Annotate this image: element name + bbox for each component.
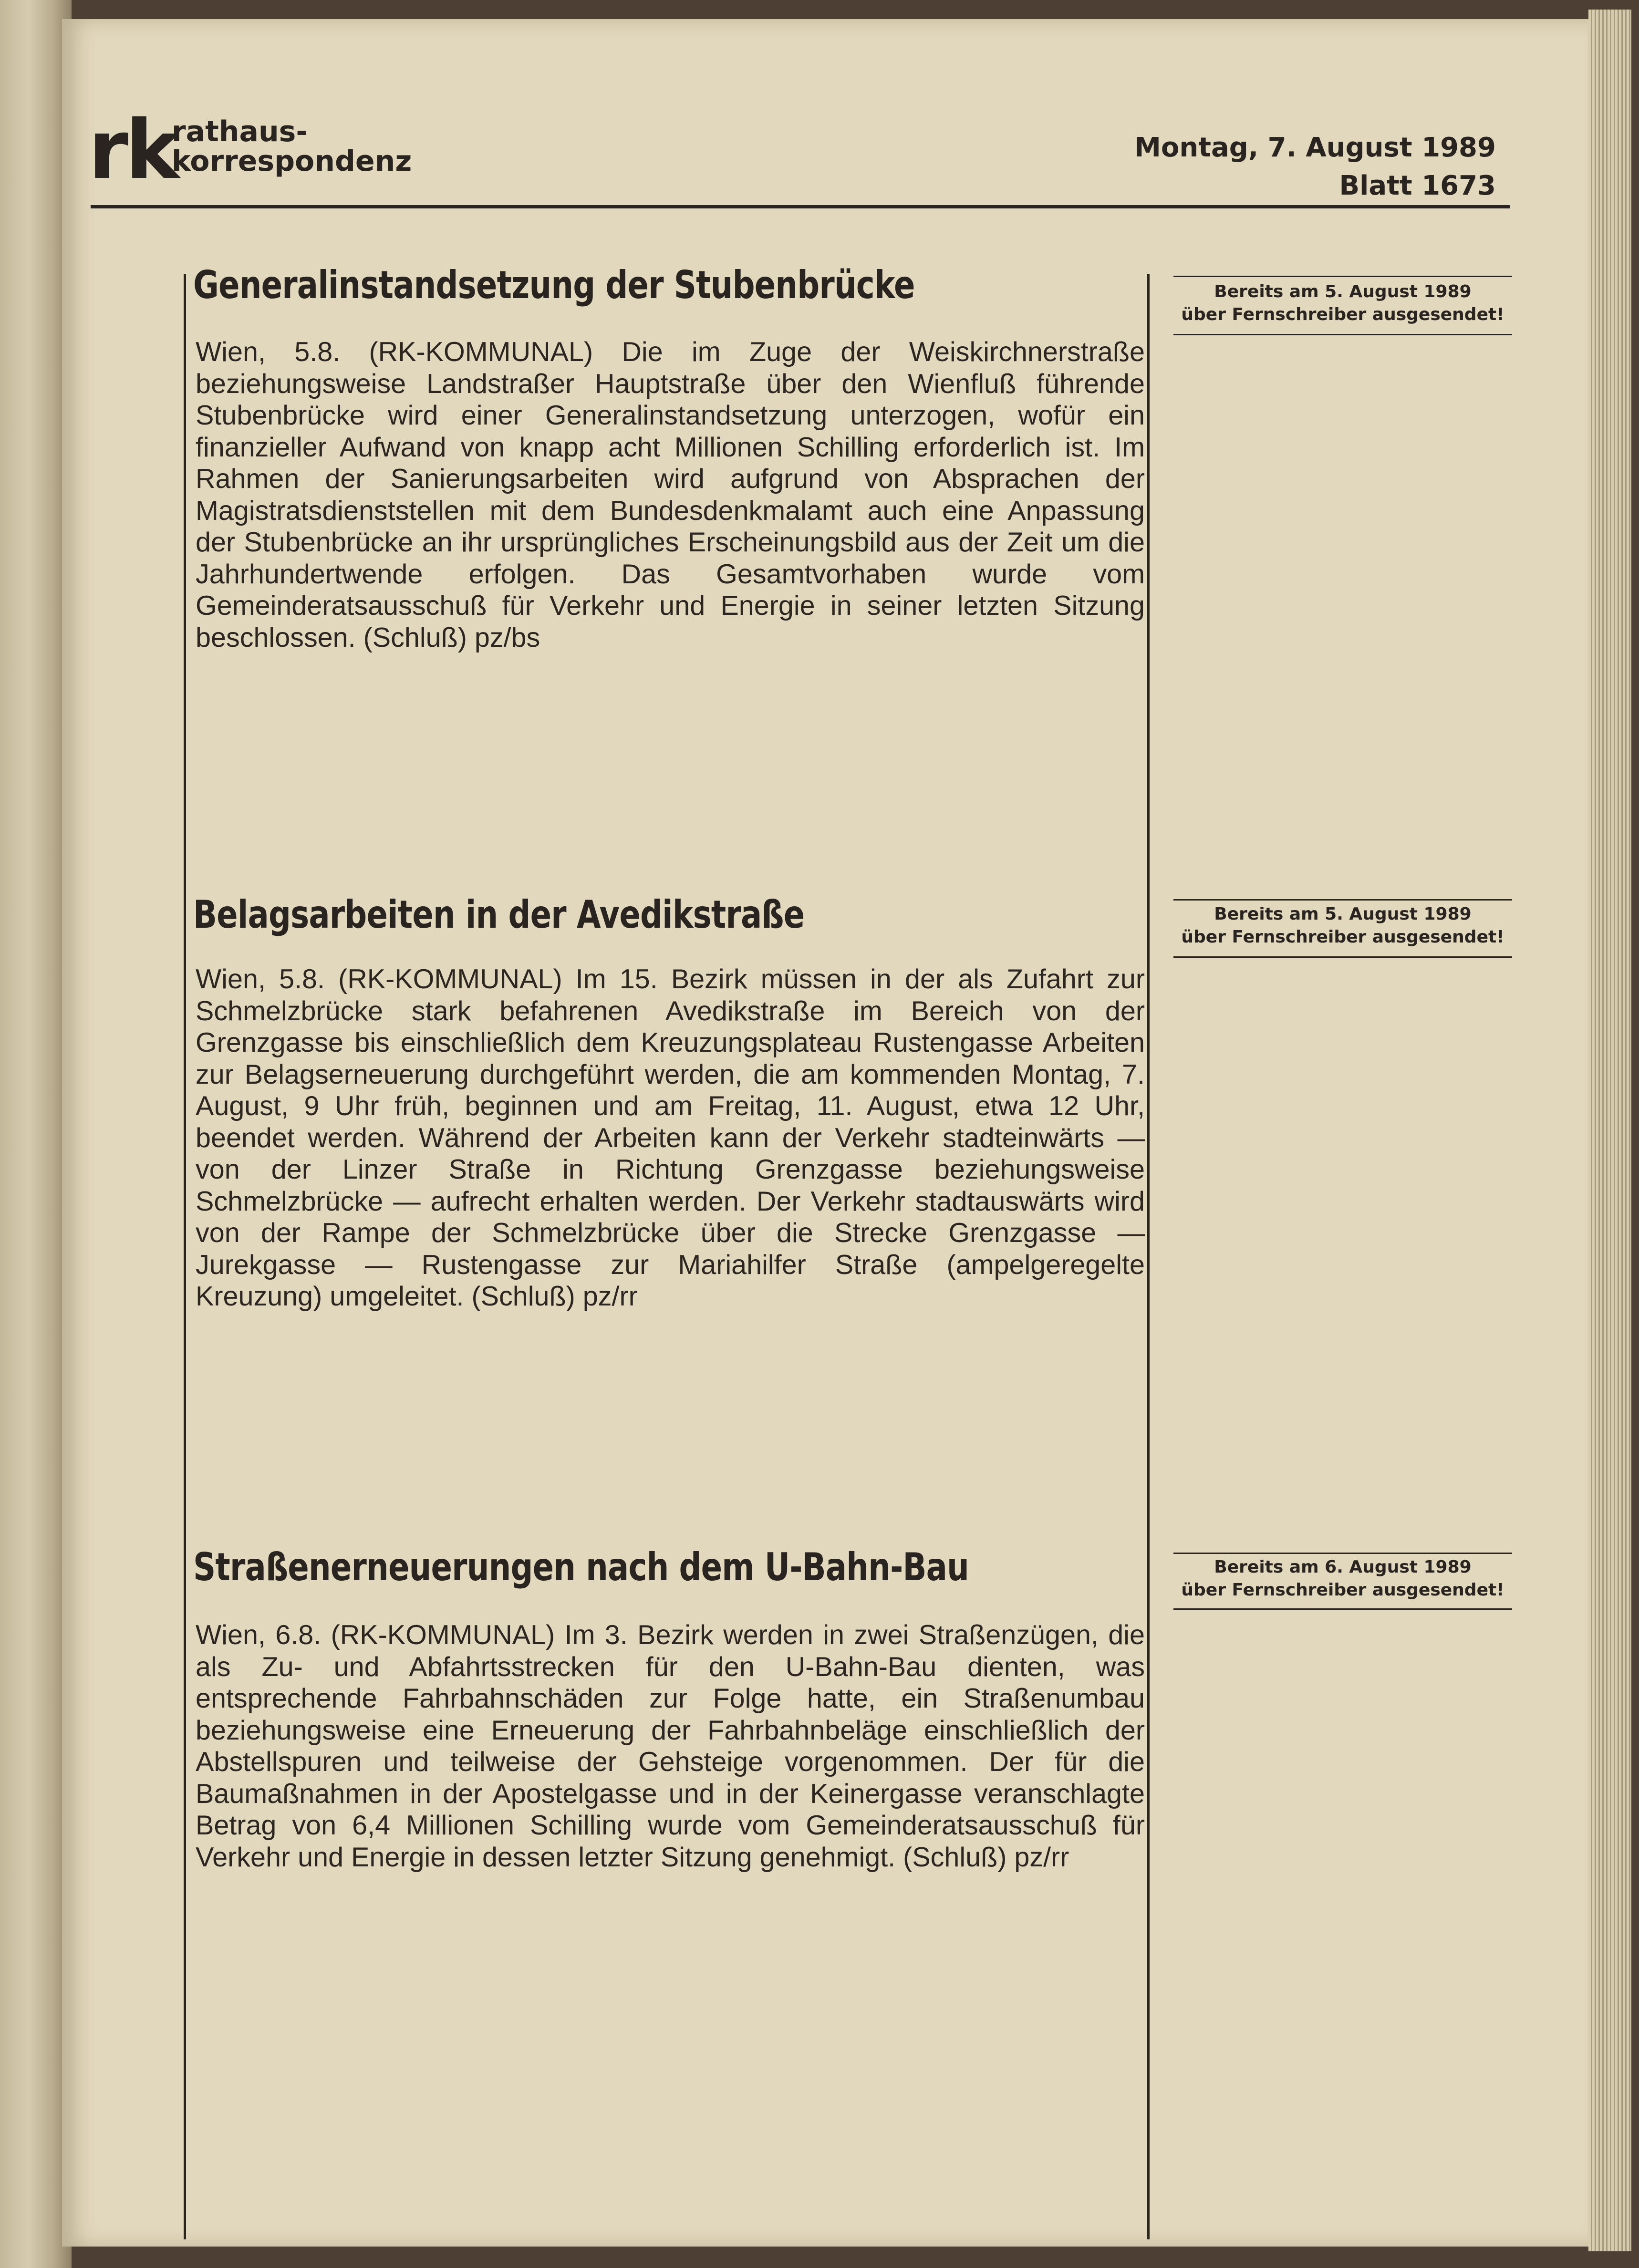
note-1-bottom-rule — [1173, 334, 1512, 335]
article-3-text: Wien, 6.8. (RK-KOMMUNAL) Im 3. Bezirk werden in zwei Straßenzügen, die als Zu- und Abfahrtsstrecken für den U-Bahn-Bau dienten, was entsprechende Fahrbahnschäden zur Folge hatte, ein Straßenumbau beziehungsweise eine Erneuerung der Fahrbahnbeläge einschließlich der Abstellspuren und teilweise der Gehsteige vorgenommen. Der für die Baumaßnahmen in der Apostelgasse und in der Keinergasse veranschlagte Betrag von 6,4 Millionen Schilling wurde vom Gemeinderatsausschuß für Verkehr und Energie in dessen letzter Sitzung genehmigt. (Schluß) pz/rr — [196, 1620, 1145, 1873]
note-3-bottom-rule — [1173, 1608, 1512, 1610]
sheet-number: Blatt 1673 — [1339, 170, 1496, 201]
note-3-line-2: über Fernschreiber ausgesendet! — [1181, 1580, 1504, 1600]
note-2-top-rule — [1173, 899, 1512, 901]
note-3-line-1: Bereits am 6. August 1989 — [1214, 1557, 1472, 1577]
logo-wordmark — [172, 117, 412, 176]
logo-line-1: rathaus- — [172, 115, 308, 148]
stacked-page-edges — [1588, 10, 1631, 2251]
article-3-headline: Straßenerneuerungen nach dem U-Bahn-Bau — [193, 1545, 969, 1589]
note-2-bottom-rule — [1173, 956, 1512, 958]
note-2-line-2: über Fernschreiber ausgesendet! — [1181, 927, 1504, 947]
note-2 — [1173, 903, 1512, 949]
left-column-rule — [184, 274, 186, 2239]
logo-mark: rk — [88, 103, 176, 197]
note-1-line-2: über Fernschreiber ausgesendet! — [1181, 305, 1504, 324]
right-column-rule — [1147, 274, 1150, 2239]
note-1-top-rule — [1173, 276, 1512, 277]
header-divider — [91, 205, 1510, 208]
logo-line-2: korrespondenz — [172, 145, 412, 178]
note-1 — [1173, 280, 1512, 326]
note-3 — [1173, 1556, 1512, 1602]
binding-gutter — [0, 0, 72, 2268]
article-1-headline: Generalinstandsetzung der Stubenbrücke — [193, 263, 915, 307]
article-2-body — [196, 963, 1145, 1313]
article-3-body — [196, 1619, 1145, 1873]
note-2-line-1: Bereits am 5. August 1989 — [1214, 904, 1472, 924]
article-2-headline: Belagsarbeiten in der Avedikstraße — [193, 892, 805, 937]
issue-date: Montag, 7. August 1989 — [1134, 132, 1496, 163]
note-1-line-1: Bereits am 5. August 1989 — [1214, 282, 1472, 301]
article-1-text: Wien, 5.8. (RK-KOMMUNAL) Die im Zuge der Weiskirchnerstraße beziehungsweise Landstraßer Hauptstraße über den Wienfluß führende Stubenbrücke wird einer Generalinstandsetzung unterzogen, wofür ein finanzieller Aufwand von knapp acht Millionen Schilling erforderlich ist. Im Rahmen der Sanierungsarbeiten wird aufgrund von Absprachen der Magistratsdienststellen mit dem Bundesdenkmalamt auch eine Anpassung der Stubenbrücke an ihr ursprüngliches Erscheinungsbild aus der Zeit um die Jahrhundertwende erfolgen. Das Gesamtvorhaben wurde vom Gemeinderatsausschuß für Verkehr und Energie in seiner letzten Sitzung beschlossen. (Schluß) pz/bs — [196, 337, 1145, 653]
article-2-text: Wien, 5.8. (RK-KOMMUNAL) Im 15. Bezirk müssen in der als Zufahrt zur Schmelzbrücke stark befahrenen Avedikstraße im Bereich von der Grenzgasse bis einschließlich dem Kreuzungsplateau Rustengasse Arbeiten zur Belagserneuerung durchgeführt werden, die am kommenden Montag, 7. August, 9 Uhr früh, beginnen und am Freitag, 11. August, etwa 12 Uhr, beendet werden. Während der Arbeiten kann der Verkehr stadteinwärts — von der Linzer Straße in Richtung Grenzgasse beziehungsweise Schmelzbrücke — aufrecht erhalten werden. Der Verkehr stadtauswärts wird von der Rampe der Schmelzbrücke über die Strecke Grenzgasse — Jurekgasse — Rustengasse zur Mariahilfer Straße (ampelgeregelte Kreuzung) umgeleitet. (Schluß) pz/rr — [196, 964, 1145, 1312]
article-1-body — [196, 336, 1145, 653]
note-3-top-rule — [1173, 1553, 1512, 1554]
header-date-block — [1134, 129, 1496, 205]
